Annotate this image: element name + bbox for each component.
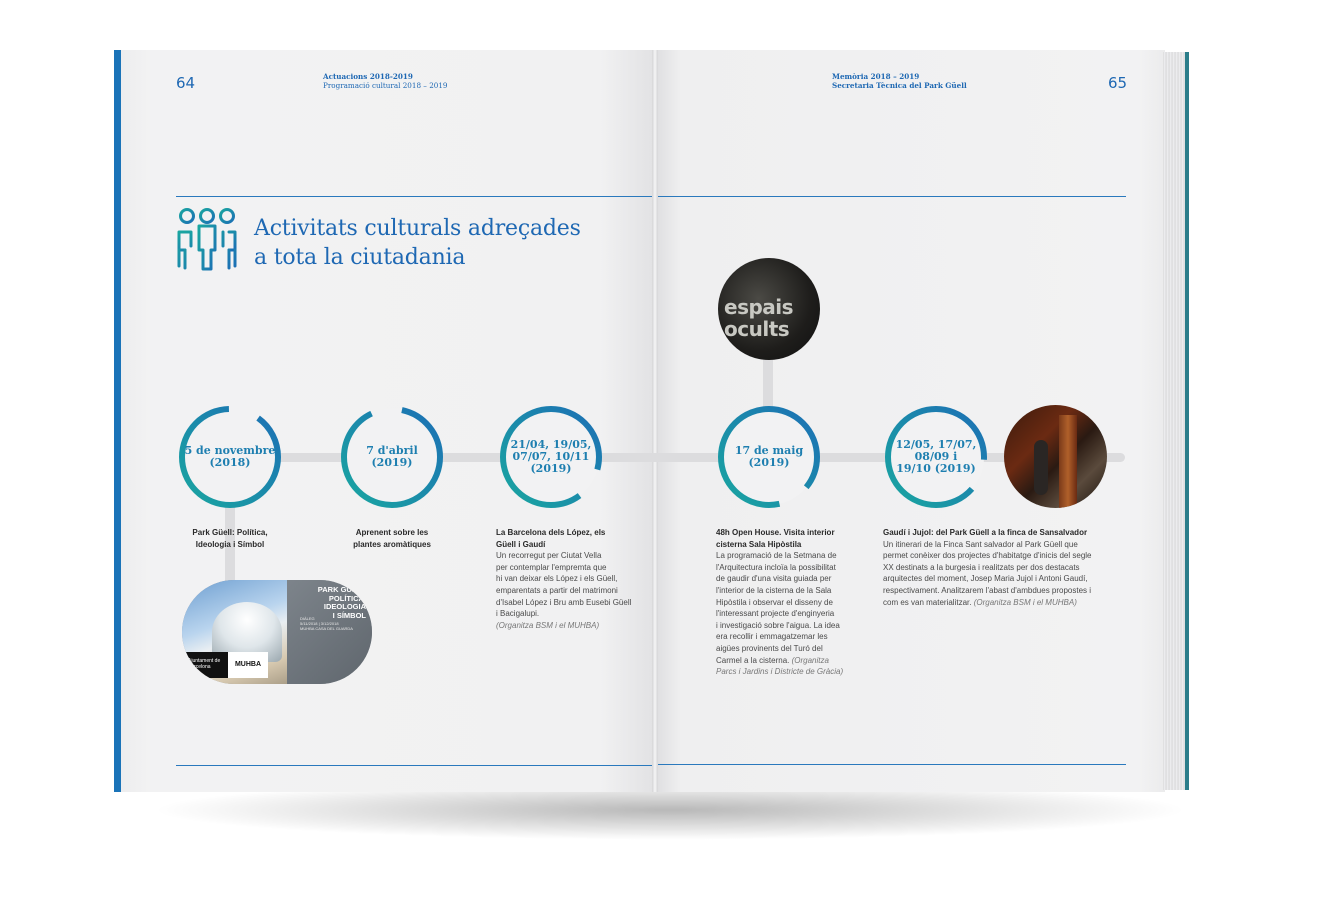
- bottom-rule-left: [176, 765, 652, 766]
- section-title: [254, 214, 634, 272]
- event-4-organizer-1: (Organitza: [791, 655, 829, 665]
- event-date: 12/05, 17/07, 08/09 i 19/10 (2019): [895, 438, 977, 475]
- event-5-caption: [883, 527, 1098, 608]
- left-header-section: Actuacions 2018-2019: [323, 72, 413, 81]
- poster-ajuntament: Ajuntament de: [188, 658, 221, 664]
- top-rule-left: [176, 196, 652, 197]
- espais-ocults-photo: [718, 258, 820, 360]
- event-1-title-line1: Park Güell: Política,: [192, 528, 268, 537]
- event-5-title: Gaudí i Jujol: del Park Güell a la finca de Sansalvador: [883, 528, 1088, 537]
- timeline-node-2: [337, 402, 447, 512]
- poster-barcelona: Barcelona: [188, 664, 211, 670]
- event-4-body-line: era recollir i emmagatzemar les: [716, 632, 828, 642]
- page-edges: [1163, 52, 1185, 790]
- event-5-body-line: com es van materialitzar.: [883, 597, 972, 607]
- event-4-caption: [716, 527, 866, 678]
- event-3-title-line2: Güell i Gaudí: [496, 539, 546, 549]
- timeline-node-1: [175, 402, 285, 512]
- poster-venue: MUHBA CASA DEL GUARDA: [300, 626, 353, 631]
- cover-edge-right: [1185, 52, 1189, 790]
- right-header-subsection: Secretaria Tècnica del Park Güell: [832, 81, 967, 90]
- event-4-body-line: de gaudir d'una visita guiada per: [716, 574, 832, 584]
- event-3-body-line: i Bacigalupi.: [496, 609, 540, 619]
- poster-dates: 5/11/2018 | 3/12/2018: [300, 621, 339, 626]
- event-4-organizer-2: Parcs i Jardins i Districte de Gràcia): [716, 667, 844, 677]
- event-1-caption: [170, 527, 290, 550]
- event-4-body-line: Carmel a la cisterna.: [716, 655, 790, 665]
- bottom-rule-right: [658, 764, 1126, 765]
- event-4-title-line1: 48h Open House. Visita interior: [716, 528, 835, 537]
- event-1-title-line2: Ideologia i Símbol: [195, 539, 265, 549]
- poster-title2: POLÍTICA, IDEOLOGIA: [323, 593, 366, 611]
- section-title-line2: a tota la ciutadania: [254, 245, 466, 270]
- exhibition-poster: [182, 580, 372, 684]
- event-2-title-line1: Aprenent sobre les: [355, 528, 429, 537]
- ocults-text: ocults: [724, 317, 790, 341]
- event-3-organizer: (Organitza BSM i el MUHBA): [496, 620, 600, 630]
- left-header-subsection: Programació cultural 2018 – 2019: [323, 81, 448, 90]
- top-rule-right: [658, 196, 1126, 197]
- event-3-body-line: Un recorregut per Ciutat Vella: [496, 551, 602, 561]
- event-4-body-line: Hipòstila i observar el disseny de: [716, 597, 833, 607]
- poster-title1: PARK GÜELL: [317, 585, 366, 594]
- timeline-node-5: [881, 402, 991, 512]
- event-date: 7 d'abril (2019): [366, 444, 418, 469]
- event-4-body-line: l'interessant projecte d'enginyeria: [716, 609, 835, 619]
- book-gutter: [652, 50, 658, 792]
- event-date: 21/04, 19/05, 07/07, 10/11 (2019): [510, 438, 592, 475]
- event-3-body-line: per contemplar l'empremta que: [496, 562, 607, 572]
- timeline-node-3: [496, 402, 606, 512]
- event-5-body-line: respectivament. Analitzarem l'abast d'ambdues propostes i: [883, 585, 1092, 595]
- event-3-body-line: hi van deixar els López i els Güell,: [496, 574, 618, 584]
- event-5-body-line: permet conèixer dos projectes d'habitatge d'inicis del segle: [883, 551, 1092, 561]
- cover-edge-left: [114, 50, 121, 792]
- event-5-body-line: XX destinats a la burgesia i realitzats per dos destacats: [883, 562, 1080, 572]
- event-5-body-line: arquitectes del moment, Josep Maria Jujol i Antoni Gaudí,: [883, 574, 1088, 584]
- event-3-title-line1: La Barcelona dels López, els: [496, 528, 606, 537]
- right-page-number: 65: [1108, 74, 1128, 92]
- event-2-caption: [332, 527, 452, 550]
- event-2-title-line2: plantes aromàtiques: [353, 539, 431, 549]
- event-4-body-line: l'Arquitectura incloïa la possibilitat: [716, 562, 836, 572]
- right-header-section: Memòria 2018 – 2019: [832, 72, 920, 81]
- sansalvador-photo: [1004, 405, 1107, 508]
- poster-title3: I SÍMBOL: [332, 610, 366, 620]
- section-title-line1: Activitats culturals adreçades: [254, 216, 581, 241]
- poster-type: DIÀLEG: [300, 616, 315, 621]
- event-4-body-line: La programació de la Setmana de: [716, 551, 837, 561]
- event-3-caption: [496, 527, 646, 631]
- espais-text: espais: [724, 295, 794, 319]
- timeline-node-4: [714, 402, 824, 512]
- event-4-body-line: i investigació sobre l'aigua. La idea: [716, 620, 840, 630]
- event-3-body-line: emparentats a partir del matrimoni: [496, 585, 618, 595]
- event-4-body-line: l'interior de la cisterna de la Sala: [716, 585, 832, 595]
- event-5-body-line: Un itinerari de la Finca Sant salvador al Park Güell que: [883, 539, 1078, 549]
- poster-muhba-logo: MUHBA: [228, 652, 268, 678]
- right-running-header: [832, 72, 967, 90]
- event-4-title-line2: cisterna Sala Hipòstila: [716, 539, 802, 549]
- event-5-organizer: (Organitza BSM i el MUHBA): [973, 597, 1077, 607]
- event-4-body-line: aigües provinents del Turó del: [716, 643, 823, 653]
- people-icon: [175, 206, 239, 272]
- left-running-header: [323, 72, 447, 90]
- left-page-number: 64: [176, 74, 196, 92]
- event-date: 5 de novembre (2018): [184, 444, 276, 469]
- event-3-body-line: d'Isabel López i Bru amb Eusebi Güell: [496, 597, 632, 607]
- event-date: 17 de maig (2019): [734, 444, 804, 469]
